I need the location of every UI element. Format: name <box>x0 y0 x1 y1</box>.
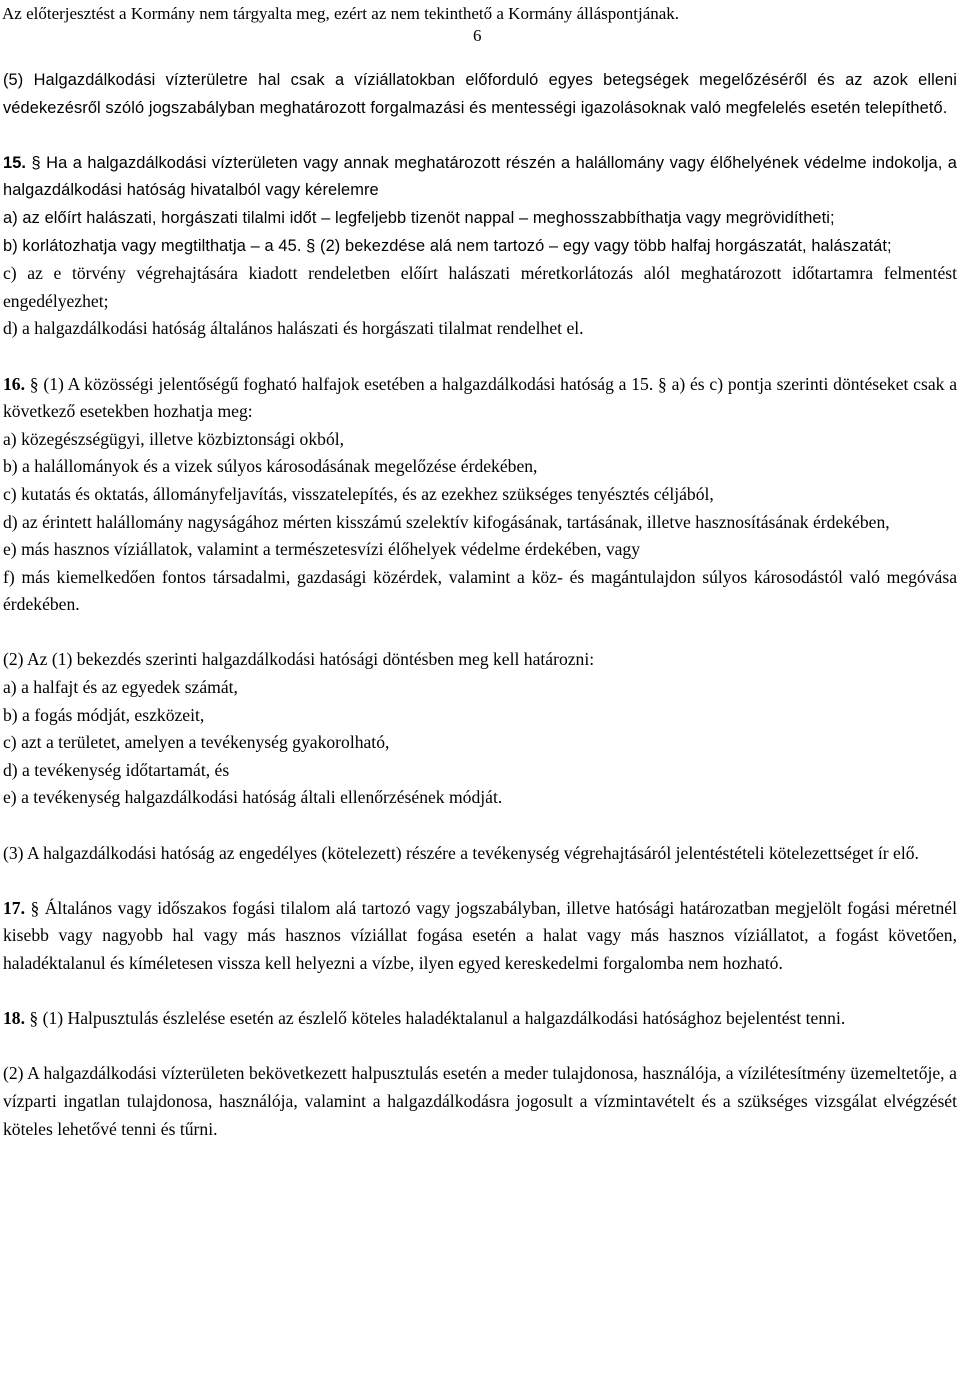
paragraph-text: b) korlátozhatja vagy megtilthatja – a 45. § (2) bekezdése alá nem tartozó – egy vagy több halfaj horgászatát, halászatát; <box>3 236 892 255</box>
section-16-1-b <box>3 453 957 481</box>
section-16-2 <box>3 646 957 674</box>
paragraph-text: § (1) Halpusztulás észlelése esetén az észlelő köteles haladéktalanul a halgazdálkodási hatósághoz bejelentést tenni. <box>29 1008 846 1029</box>
paragraph-text: b) a halállományok és a vizek súlyos károsodásának megelőzése érdekében, <box>3 456 538 477</box>
section-17 <box>3 895 957 978</box>
paragraph-text: (2) Az (1) bekezdés szerinti halgazdálkodási hatósági döntésben meg kell határozni: <box>3 649 595 670</box>
section-16-1-a <box>3 426 957 454</box>
paragraph-text: f) más kiemelkedően fontos társadalmi, gazdasági közérdek, valamint a köz- és magántulajdon súlyos károsodástól való megóvása érdekében. <box>3 566 957 615</box>
paragraph-text: a) a halfajt és az egyedek számát, <box>3 677 238 698</box>
section-16-2-d <box>3 757 957 785</box>
paragraph-text: e) más hasznos víziállatok, valamint a természetesvízi élőhelyek védelme érdekében, vagy <box>3 539 641 560</box>
page-number: 6 <box>473 26 482 45</box>
section-number: 16. <box>3 373 25 394</box>
section-15-intro <box>3 150 957 205</box>
section-15-point-d <box>3 315 957 343</box>
document-body <box>3 67 957 1143</box>
paragraph-text: (2) A halgazdálkodási vízterületen bekövetkezett halpusztulás esetén a meder tulajdonosa, használója, a vízilétesítmény üzemeltetője, a vízparti ingatlan tulajdonosa, használója, valamint a halgazdálkodásra jogosult a vízmintavételt és a szükséges vizsgálat elvégzését köteles lehetővé tenni és tűrni. <box>3 1063 957 1139</box>
section-15-point-c <box>3 260 957 315</box>
paragraph-text: c) azt a területet, amelyen a tevékenység gyakorolható, <box>3 732 390 753</box>
paragraph-text: a) az előírt halászati, horgászati tilalmi időt – legfeljebb tizenöt nappal – meghosszabbíthatja vagy megrövidítheti; <box>3 208 835 227</box>
section-number: 15. <box>3 153 27 172</box>
paragraph-text: (3) A halgazdálkodási hatóság az engedélyes (kötelezett) részére a tevékenység végrehajtásáról jelentéstételi kötelezettséget ír elő. <box>3 842 919 863</box>
paragraph-text: a) közegészségügyi, illetve közbiztonsági okból, <box>3 428 345 449</box>
paragraph-text: b) a fogás módját, eszközeit, <box>3 704 205 725</box>
paragraph-14-5 <box>3 67 957 122</box>
section-16-2-a <box>3 674 957 702</box>
paragraph-text: d) a tevékenység időtartamát, és <box>3 759 230 780</box>
paragraph-text: d) a halgazdálkodási hatóság általános halászati és horgászati tilalmat rendelhet el. <box>3 318 584 339</box>
section-16-3 <box>3 840 957 868</box>
paragraph-text: c) az e törvény végrehajtására kiadott rendeletben előírt halászati méretkorlátozás alól meghatározott időtartamra felmentést engedélyezhet; <box>3 263 957 311</box>
section-16-2-c <box>3 729 957 757</box>
paragraph-text: e) a tevékenység halgazdálkodási hatóság általi ellenőrzésének módját. <box>3 787 503 808</box>
section-16-1 <box>3 371 957 426</box>
section-16-1-e <box>3 536 957 564</box>
paragraph-text: d) az érintett halállomány nagyságához mérten kisszámú szelektív kifogásának, tartásának, illetve hasznosításának érdekében, <box>3 511 890 532</box>
paragraph-text: § (1) A közösségi jelentőségű fogható halfajok esetében a halgazdálkodási hatóság a 15. § a) és c) pontja szerinti döntéseket csak a következő esetekben hozhatja meg: <box>3 373 958 422</box>
section-18-2 <box>3 1060 957 1143</box>
section-16-2-b <box>3 702 957 730</box>
section-16-1-d <box>3 509 957 537</box>
draft-notice: Az előterjesztést a Kormány nem tárgyalta meg, ezért az nem tekinthető a Kormány álláspontjának. <box>2 4 680 23</box>
section-number: 18. <box>3 1008 25 1029</box>
paragraph-text: § Általános vagy időszakos fogási tilalom alá tartozó vagy jogszabályban, illetve hatósági határozatban megjelölt fogási méretnél kisebb vagy nagyobb hal vagy más hasznos víziállat fogása esetén a halat vagy más hasznos víziállatot, a fogást követően, haladéktalanul és kíméletesen vissza kell helyezni a vízbe, ilyen egyed kereskedelmi forgalomba nem hozható. <box>3 897 957 973</box>
section-15-point-b <box>3 233 957 261</box>
paragraph-text: (5) Halgazdálkodási vízterületre hal csak a víziállatokban előforduló egyes betegségek megelőzéséről és az azok elleni védekezésről szóló jogszabályban meghatározott forgalmazási és mentességi igazolásoknak való megfelelés esetén telepíthető. <box>3 71 957 117</box>
section-16-2-e <box>3 784 957 812</box>
section-15-point-a <box>3 205 957 233</box>
section-18-1 <box>3 1005 957 1033</box>
section-number: 17. <box>3 897 25 918</box>
section-16-1-c <box>3 481 957 509</box>
section-16-1-f <box>3 564 957 619</box>
paragraph-text: § Ha a halgazdálkodási vízterületen vagy annak meghatározott részén a halállomány vagy élőhelyének védelme indokolja, a halgazdálkodási hatóság hivatalból vagy kérelemre <box>3 153 958 200</box>
page-header <box>0 4 960 45</box>
paragraph-text: c) kutatás és oktatás, állományfeljavítás, visszatelepítés, és az ezekhez szükséges tenyésztés céljából, <box>3 483 714 504</box>
